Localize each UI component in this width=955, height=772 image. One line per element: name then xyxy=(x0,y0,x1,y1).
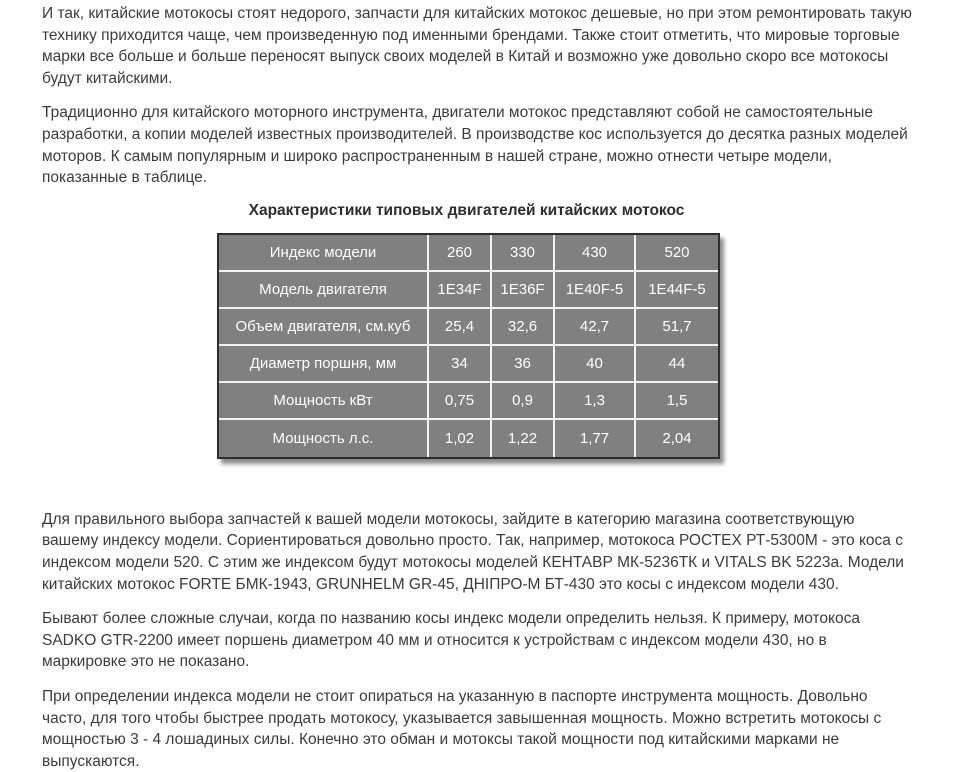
table-title: Характеристики типовых двигателей китайских мотокос xyxy=(248,201,685,219)
row-value: 2,04 xyxy=(662,429,692,447)
table-row xyxy=(219,272,718,309)
row-value: 25,4 xyxy=(429,309,492,346)
table-row xyxy=(219,235,718,272)
row-label: Мощность л.с. xyxy=(219,420,429,457)
row-value: 42,7 xyxy=(555,309,636,346)
table-row xyxy=(219,346,718,383)
row-value: 0,9 xyxy=(492,383,555,420)
row-label: Объем двигателя, см.куб xyxy=(219,309,429,346)
row-value: 1E36F xyxy=(492,272,555,309)
row-value: 32,6 xyxy=(492,309,555,346)
row-value: 520 xyxy=(636,235,718,272)
row-value: 330 xyxy=(492,235,555,272)
row-value: 36 xyxy=(492,346,555,383)
engine-table-section xyxy=(217,202,716,459)
row-value: 40 xyxy=(555,346,636,383)
row-value: 1E34F xyxy=(429,272,492,309)
row-value: 1,77 xyxy=(555,420,636,457)
row-value: 430 xyxy=(555,235,636,272)
row-value: 260 xyxy=(429,235,492,272)
paragraph-complex-cases: Бывают более сложные случаи, когда по названию косы индекс модели определить нельзя. К примеру, мотокоса SADKO GTR-2200 имеет поршень диаметром 40 мм и относится к устройствам с индексом модели 430, но в маркировке это не показано. xyxy=(42,610,860,671)
row-value: 51,7 xyxy=(636,309,718,346)
table-row xyxy=(219,383,718,420)
paragraph-intro: И так, китайские мотокосы стоят недорого, запчасти для китайских мотокос дешевые, но при этом ремонтировать такую технику приходится чаще, чем произведенную под именными брендами. Также стоит отметить, что мировые торговые марки все больше и больше переносят выпуск своих моделей в Китай и возможно уже довольно скоро все мотокосы будут китайскими. xyxy=(42,5,912,87)
row-value: 1,02 xyxy=(429,420,492,457)
paragraph-parts-selection: Для правильного выбора запчастей к вашей модели мотокосы, зайдите в категорию магазина соответствующую вашему индексу модели. Сориентироваться довольно просто. Так, например, мотокоса РОСТЕХ РТ-5300М - это коса с индексом модели 520. С этим же индексом будут мотокосы моделей КЕНТАВР МК-5236ТК и VITALS BK 5223a. Модели китайских мотокос FORTE БМК-1943, GRUNHELM GR-45, ДНІПРО-М БТ-430 это косы с индексом модели 430. xyxy=(42,510,904,593)
row-value: 44 xyxy=(636,346,718,383)
paragraph-power-warning: При определении индекса модели не стоит опираться на указанную в паспорте инструмента мощность. Довольно часто, для того чтобы быстрее продать мотокосу, указывается завышенная мощность. Можно встретить мотокосы с мощностью 3 - 4 лошадиных силы. Конечно это обман и мотоксы такой мощности под китайскими марками не выпускаются. xyxy=(42,687,882,770)
row-label: Модель двигателя xyxy=(219,272,429,309)
engine-characteristics-table xyxy=(217,233,720,459)
row-value: 1,5 xyxy=(636,383,718,420)
row-value: 1E40F-5 xyxy=(555,272,636,309)
table-row xyxy=(219,420,718,457)
row-label: Индекс модели xyxy=(219,235,429,272)
row-value: 1E44F-5 xyxy=(636,272,718,309)
row-label: Мощность кВт xyxy=(219,383,429,420)
row-value: 1,22 xyxy=(492,420,555,457)
table-row xyxy=(219,309,718,346)
row-value: 0,75 xyxy=(429,383,492,420)
row-value: 1,3 xyxy=(555,383,636,420)
paragraph-engines-overview: Традиционно для китайского моторного инструмента, двигатели мотокос представляют собой не самостоятельные разработки, а копии моделей известных производителей. В производстве кос используется до десятка разных моделей моторов. К самым популярным и широко распространенным в нашей стране, можно отнести четыре модели, показанные в таблице. xyxy=(42,104,908,187)
row-label: Диаметр поршня, мм xyxy=(219,346,429,383)
row-value: 34 xyxy=(429,346,492,383)
